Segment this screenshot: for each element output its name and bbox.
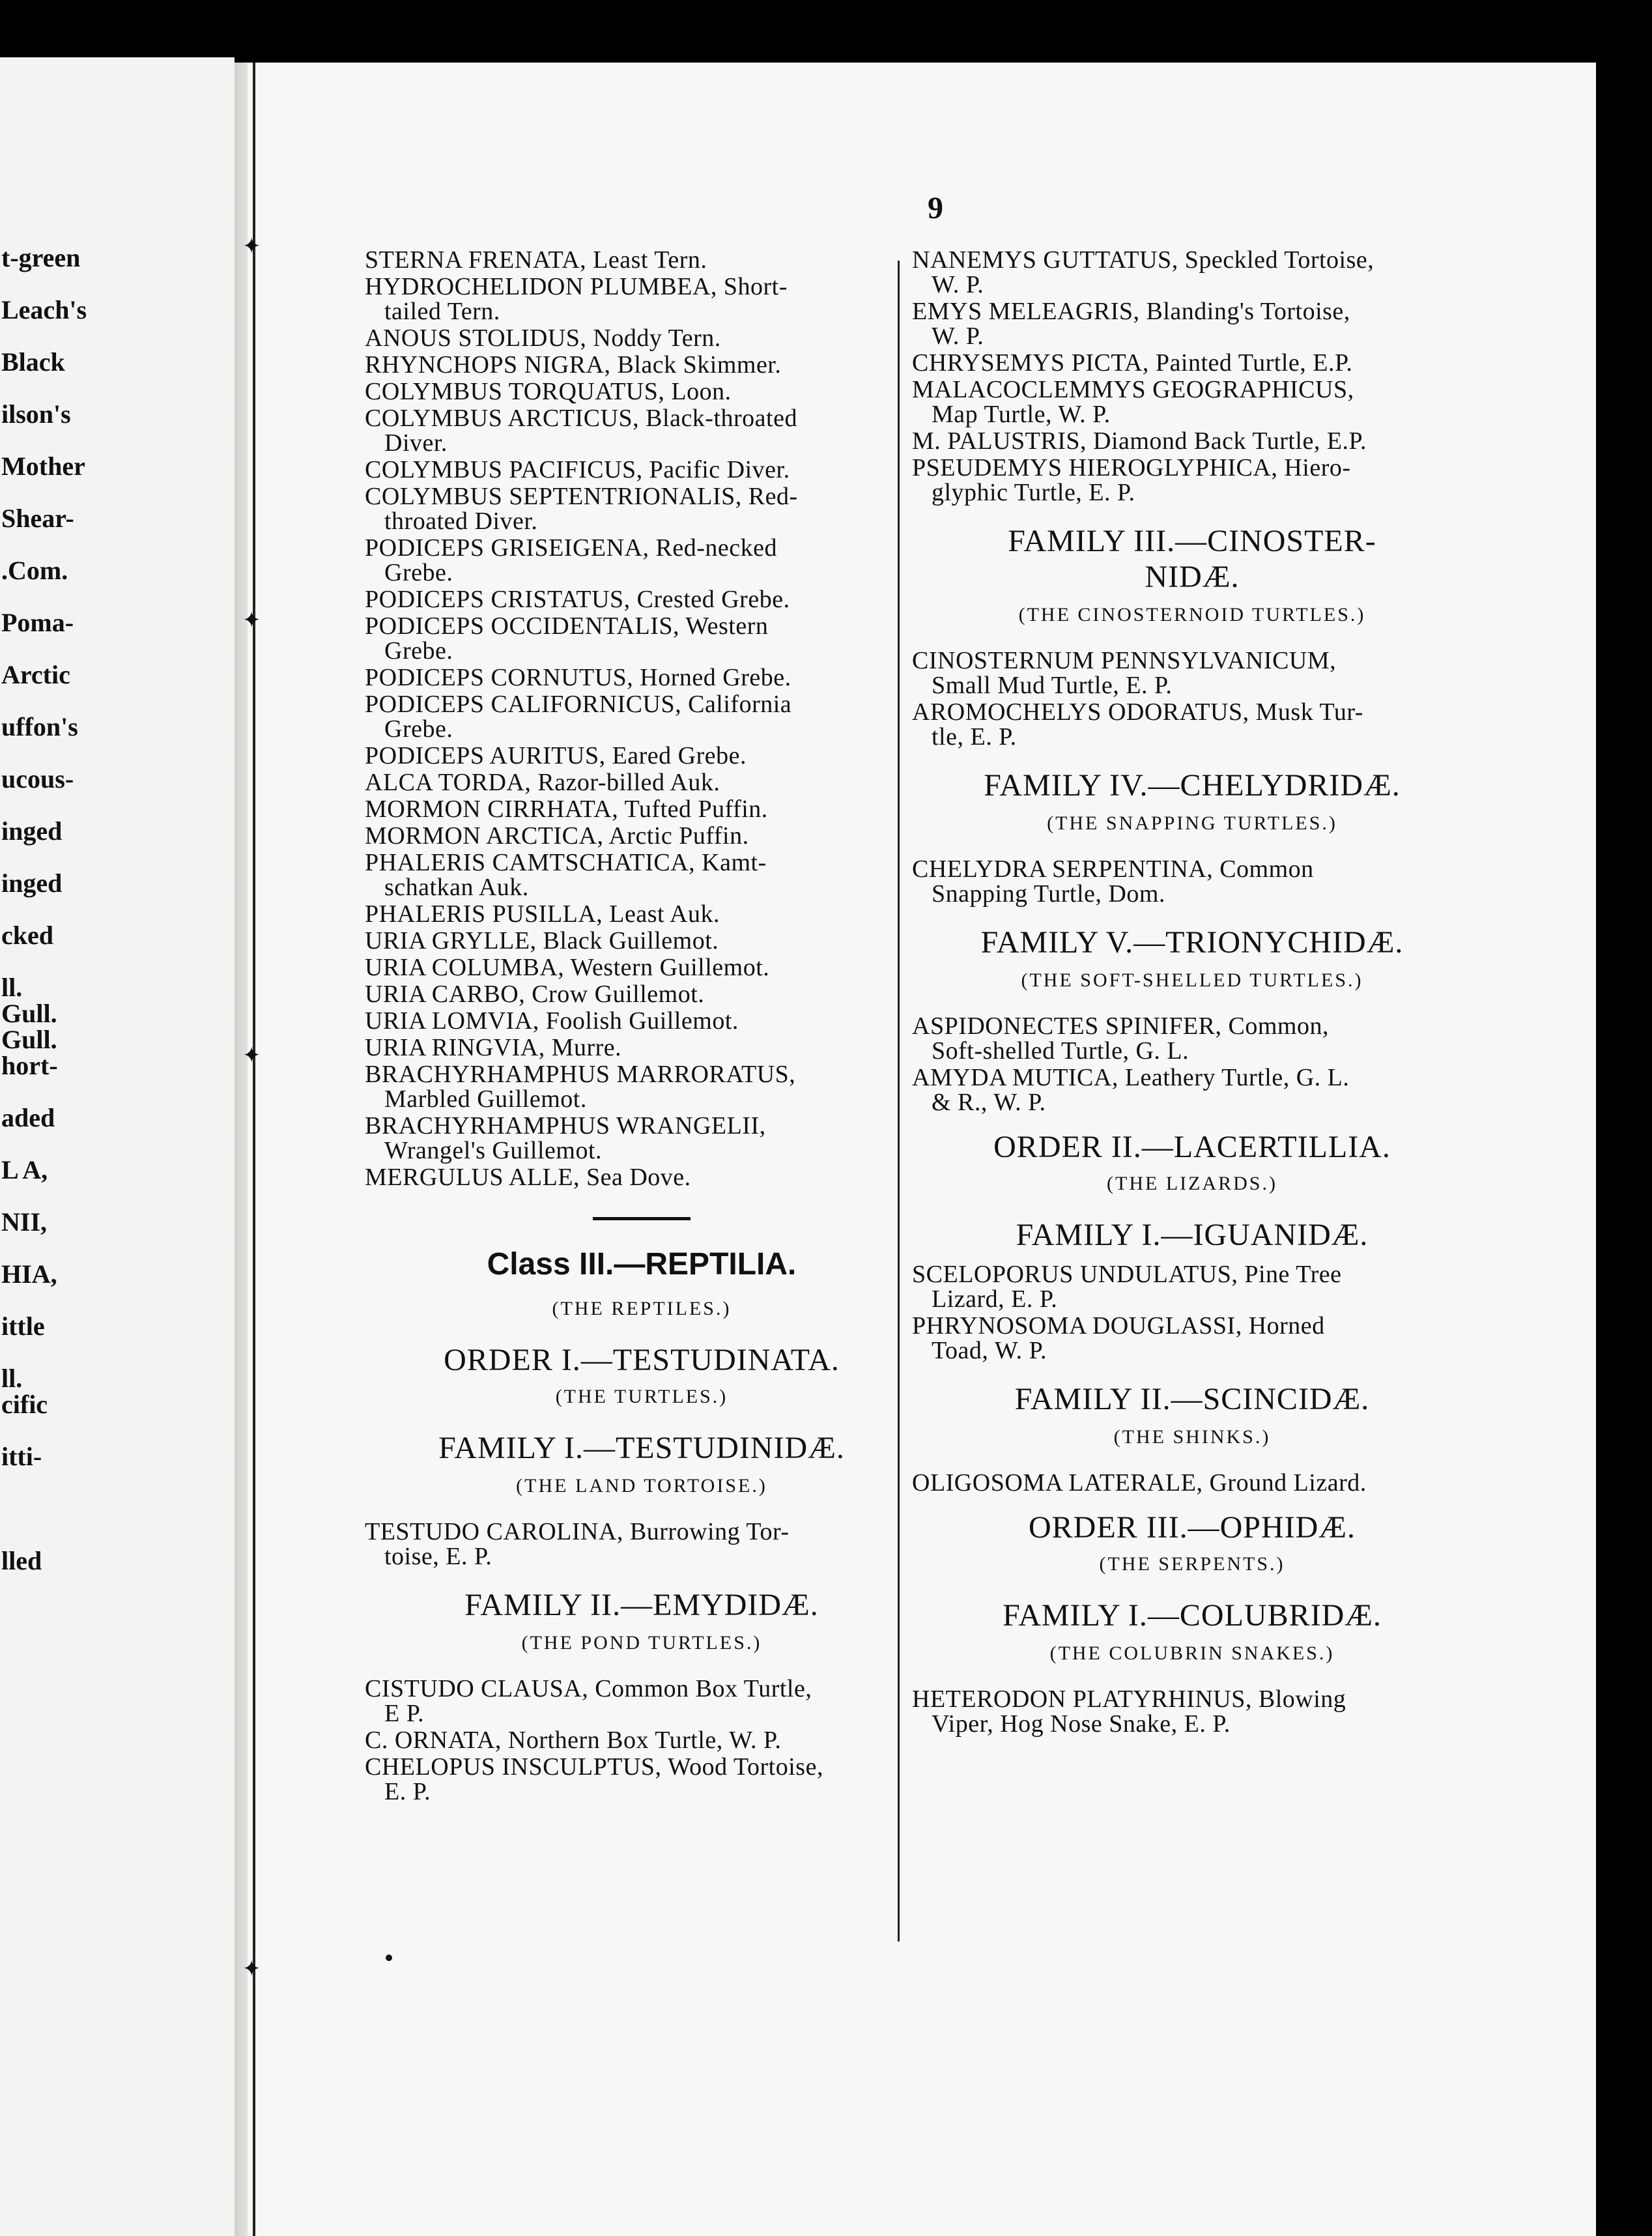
species-entry: M. PALUSTRIS, Diamond Back Turtle, E.P. — [912, 427, 1367, 455]
facing-page-word: ilson's — [1, 399, 71, 429]
species-entry: COLYMBUS ARCTICUS, Black-throated Diver. — [365, 405, 797, 457]
species-entry: ALCA TORDA, Razor-billed Auk. — [365, 769, 720, 796]
bird-species-list — [365, 248, 919, 1190]
facing-page-word: Poma- — [1, 608, 74, 637]
species-entry: ASPIDONECTES SPINIFER, Common, Soft-shelled Turtle, G. L. — [912, 1012, 1329, 1065]
facing-page-word: inged — [1, 868, 63, 898]
binding-stitch: ✦ — [242, 609, 261, 633]
species-list — [365, 1519, 919, 1569]
facing-page-word: itti- — [1, 1442, 42, 1471]
species-entry: PODICEPS AURITUS, Eared Grebe. — [365, 742, 747, 769]
facing-page-word: ll. — [1, 973, 23, 1002]
family-heading: FAMILY I.—TESTUDINIDÆ. — [438, 1431, 845, 1465]
facing-page-word: ucous- — [1, 764, 74, 794]
species-list — [912, 248, 1472, 505]
family-subheading: (THE CINOSTERNOID TURTLES.) — [1018, 604, 1366, 625]
facing-page-word: t-green — [1, 243, 81, 272]
left-column — [365, 248, 919, 1806]
facing-page-word: Gull. — [1, 999, 57, 1028]
species-entry: SCELOPORUS UNDULATUS, Pine Tree Lizard, E. P. — [912, 1261, 1342, 1313]
facing-page-word: Gull. — [1, 1025, 57, 1054]
species-list — [912, 857, 1472, 906]
family-heading: FAMILY II.—SCINCIDÆ. — [1014, 1382, 1370, 1416]
species-entry: OLIGOSOMA LATERALE, Ground Lizard. — [912, 1469, 1367, 1497]
family-subheading: (THE SNAPPING TURTLES.) — [1047, 812, 1337, 834]
species-list — [912, 648, 1472, 749]
facing-page-word: inged — [1, 816, 63, 846]
species-entry: MORMON CIRRHATA, Tufted Puffin. — [365, 796, 768, 823]
species-list — [912, 1470, 1472, 1495]
species-list — [912, 1014, 1472, 1115]
facing-page-word: .Com. — [1, 556, 68, 585]
species-entry: BRACHYRHAMPHUS WRANGELII, Wrangel's Guillemot. — [365, 1112, 766, 1164]
species-entry: C. ORNATA, Northern Box Turtle, W. P. — [365, 1727, 782, 1754]
species-entry: PSEUDEMYS HIEROGLYPHICA, Hiero- glyphic Turtle, E. P. — [912, 454, 1351, 506]
family-subheading: (THE SOFT-SHELLED TURTLES.) — [1021, 969, 1363, 991]
species-entry: EMYS MELEAGRIS, Blanding's Tortoise, W. P. — [912, 298, 1350, 350]
page-number: 9 — [928, 191, 943, 225]
facing-page-word: Leach's — [1, 295, 87, 324]
order-subheading: (THE LIZARDS.) — [1107, 1173, 1277, 1194]
facing-page-word: aded — [1, 1103, 55, 1132]
species-entry: BRACHYRHAMPHUS MARRORATUS, Marbled Guillemot. — [365, 1061, 796, 1113]
species-list — [365, 1676, 919, 1804]
species-entry: STERNA FRENATA, Least Tern. — [365, 246, 707, 274]
family-subheading: (THE POND TURTLES.) — [521, 1632, 762, 1654]
species-entry: MORMON ARCTICA, Arctic Puffin. — [365, 822, 749, 850]
family-subheading: (THE SHINKS.) — [1113, 1426, 1271, 1448]
species-entry: CHELYDRA SERPENTINA, Common Snapping Turtle, Dom. — [912, 855, 1314, 908]
family-heading: FAMILY III.—CINOSTER- NIDÆ. — [1008, 524, 1376, 594]
facing-page-word: L A, — [1, 1155, 48, 1184]
facing-page-word: hort- — [1, 1051, 58, 1080]
species-entry: TESTUDO CAROLINA, Burrowing Tor- toise, E. P. — [365, 1518, 790, 1570]
species-entry: PODICEPS CORNUTUS, Horned Grebe. — [365, 664, 791, 691]
facing-page-word: Shear- — [1, 504, 74, 533]
facing-page-word: NII, — [1, 1207, 48, 1237]
species-entry: COLYMBUS PACIFICUS, Pacific Diver. — [365, 456, 790, 483]
facing-page-word: Black — [1, 347, 65, 377]
family-heading: FAMILY I.—COLUBRIDÆ. — [1003, 1598, 1382, 1633]
class-subheading: (THE REPTILES.) — [552, 1298, 732, 1319]
species-entry: PHRYNOSOMA DOUGLASSI, Horned Toad, W. P. — [912, 1312, 1325, 1364]
facing-page-fragment — [0, 57, 235, 2236]
species-entry: PODICEPS CALIFORNICUS, California Grebe. — [365, 691, 792, 743]
species-entry: COLYMBUS TORQUATUS, Loon. — [365, 378, 732, 405]
species-entry: COLYMBUS SEPTENTRIONALIS, Red- throated Diver. — [365, 483, 798, 535]
species-entry: PHALERIS PUSILLA, Least Auk. — [365, 900, 720, 928]
order-subheading: (THE TURTLES.) — [555, 1386, 728, 1407]
species-entry: CISTUDO CLAUSA, Common Box Turtle, E P. — [365, 1675, 812, 1727]
class-heading: Class III.—REPTILIA. — [487, 1247, 797, 1282]
facing-page-word: lled — [1, 1546, 42, 1575]
family-heading: FAMILY V.—TRIONYCHIDÆ. — [980, 925, 1404, 960]
species-entry: AROMOCHELYS ODORATUS, Musk Tur- tle, E. P. — [912, 698, 1363, 751]
family-heading: FAMILY IV.—CHELYDRIDÆ. — [984, 768, 1401, 803]
facing-page-word: HIA, — [1, 1259, 57, 1289]
species-entry: URIA RINGVIA, Murre. — [365, 1034, 622, 1061]
binding-stitch: ✦ — [242, 1957, 261, 1981]
species-entry: PODICEPS OCCIDENTALIS, Western Grebe. — [365, 612, 769, 665]
species-entry: CINOSTERNUM PENNSYLVANICUM, Small Mud Turtle, E. P. — [912, 647, 1337, 699]
order-heading: ORDER II.—LACERTILLIA. — [993, 1130, 1391, 1164]
family-heading: FAMILY I.—IGUANIDÆ. — [1016, 1218, 1369, 1252]
family-subheading: (THE COLUBRIN SNAKES.) — [1049, 1642, 1335, 1664]
binding-spine — [253, 63, 255, 2236]
facing-page-word: ittle — [1, 1312, 45, 1341]
species-entry: CHELOPUS INSCULPTUS, Wood Tortoise, E. P. — [365, 1753, 823, 1805]
binding-stitch: ✦ — [242, 1044, 261, 1068]
order-heading: ORDER I.—TESTUDINATA. — [444, 1343, 840, 1377]
species-entry: HETERODON PLATYRHINUS, Blowing Viper, Hog Nose Snake, E. P. — [912, 1685, 1346, 1738]
species-entry: AMYDA MUTICA, Leathery Turtle, G. L. & R., W. P. — [912, 1064, 1350, 1116]
facing-page-word: Mother — [1, 452, 85, 481]
species-entry: URIA CARBO, Crow Guillemot. — [365, 981, 705, 1008]
species-entry: MALACOCLEMMYS GEOGRAPHICUS, Map Turtle, W. P. — [912, 376, 1354, 428]
facing-page-word: Arctic — [1, 660, 70, 689]
family-subheading: (THE LAND TORTOISE.) — [516, 1475, 767, 1497]
ink-speck — [386, 1955, 392, 1961]
species-entry: NANEMYS GUTTATUS, Speckled Tortoise, W. P. — [912, 246, 1374, 298]
species-entry: RHYNCHOPS NIGRA, Black Skimmer. — [365, 351, 782, 379]
species-entry: PODICEPS CRISTATUS, Crested Grebe. — [365, 586, 790, 613]
facing-page-word: cked — [1, 921, 53, 950]
species-list — [912, 1687, 1472, 1736]
facing-page-word: uffon's — [1, 712, 78, 741]
species-entry: ANOUS STOLIDUS, Noddy Tern. — [365, 324, 721, 352]
species-entry: HYDROCHELIDON PLUMBEA, Short- tailed Tern. — [365, 273, 788, 325]
species-entry: CHRYSEMYS PICTA, Painted Turtle, E.P. — [912, 349, 1353, 377]
species-entry: URIA LOMVIA, Foolish Guillemot. — [365, 1007, 739, 1035]
facing-page-word: cific — [1, 1390, 48, 1419]
species-entry: MERGULUS ALLE, Sea Dove. — [365, 1164, 691, 1191]
right-column — [912, 248, 1472, 1738]
species-entry: URIA COLUMBA, Western Guillemot. — [365, 954, 770, 981]
facing-page-word: ll. — [1, 1364, 23, 1393]
species-entry: URIA GRYLLE, Black Guillemot. — [365, 927, 719, 954]
species-entry: PODICEPS GRISEIGENA, Red-necked Grebe. — [365, 534, 777, 586]
species-entry: PHALERIS CAMTSCHATICA, Kamt- schatkan Auk. — [365, 849, 767, 901]
section-rule — [593, 1217, 691, 1220]
binding-stitch: ✦ — [242, 235, 261, 259]
species-list — [912, 1262, 1472, 1363]
order-heading: ORDER III.—OPHIDÆ. — [1029, 1510, 1356, 1545]
family-heading: FAMILY II.—EMYDIDÆ. — [464, 1588, 819, 1622]
order-subheading: (THE SERPENTS.) — [1099, 1553, 1285, 1575]
